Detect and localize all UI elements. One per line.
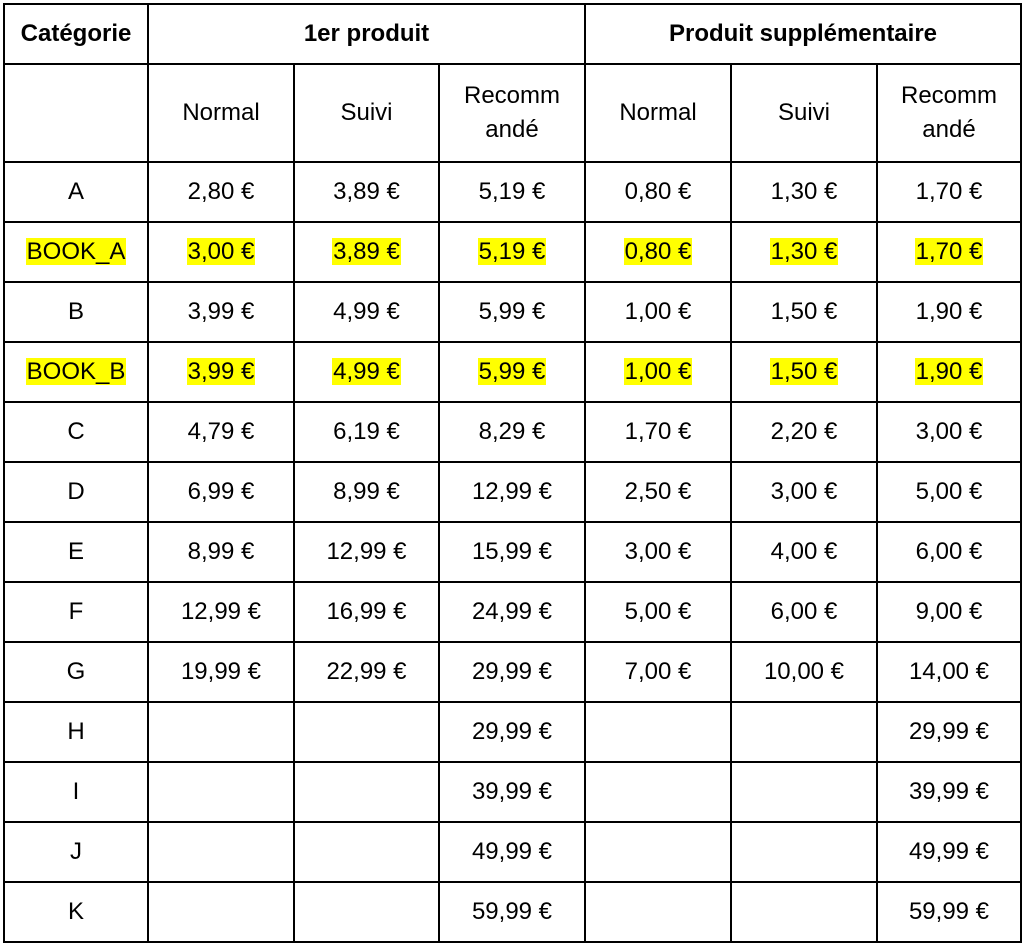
price-value: 1,90 € bbox=[915, 358, 983, 385]
price-value: 2,50 € bbox=[624, 478, 692, 505]
price-value: 5,00 € bbox=[624, 598, 692, 625]
price-cell bbox=[731, 522, 877, 582]
price-cell bbox=[585, 822, 731, 882]
table-row bbox=[4, 462, 1021, 522]
category-cell bbox=[4, 342, 148, 402]
price-value: 8,99 € bbox=[187, 538, 255, 565]
price-cell bbox=[877, 762, 1021, 822]
category-label: J bbox=[70, 838, 82, 865]
price-value: 3,00 € bbox=[624, 538, 692, 565]
category-label: G bbox=[66, 658, 86, 685]
subheader-registered-first: Recomm andé bbox=[439, 64, 585, 162]
category-label: A bbox=[67, 178, 84, 205]
price-value: 19,99 € bbox=[180, 658, 262, 685]
table-row bbox=[4, 402, 1021, 462]
price-value: 8,29 € bbox=[478, 418, 546, 445]
price-value: 2,80 € bbox=[187, 178, 255, 205]
price-value: 1,90 € bbox=[915, 298, 983, 325]
price-cell bbox=[877, 342, 1021, 402]
table-row bbox=[4, 222, 1021, 282]
price-value: 4,00 € bbox=[770, 538, 838, 565]
table-row bbox=[4, 762, 1021, 822]
price-cell bbox=[439, 702, 585, 762]
price-value: 1,30 € bbox=[770, 238, 838, 265]
price-cell bbox=[294, 282, 439, 342]
price-value: 3,00 € bbox=[915, 418, 983, 445]
price-value: 15,99 € bbox=[471, 538, 553, 565]
price-cell bbox=[731, 282, 877, 342]
price-cell bbox=[877, 822, 1021, 882]
price-value: 1,00 € bbox=[624, 298, 692, 325]
price-value: 1,30 € bbox=[770, 178, 838, 205]
price-cell bbox=[148, 462, 294, 522]
price-cell bbox=[585, 522, 731, 582]
price-value: 29,99 € bbox=[471, 658, 553, 685]
price-cell bbox=[731, 342, 877, 402]
price-value: 3,00 € bbox=[770, 478, 838, 505]
price-cell bbox=[294, 882, 439, 942]
price-value: 4,79 € bbox=[187, 418, 255, 445]
price-cell bbox=[585, 402, 731, 462]
price-cell bbox=[877, 162, 1021, 222]
price-value: 6,19 € bbox=[333, 418, 400, 445]
price-cell bbox=[439, 882, 585, 942]
price-cell bbox=[585, 462, 731, 522]
price-cell bbox=[585, 162, 731, 222]
table-row bbox=[4, 342, 1021, 402]
price-cell bbox=[294, 762, 439, 822]
price-value: 14,00 € bbox=[908, 658, 990, 685]
category-label: K bbox=[67, 898, 84, 925]
price-value: 59,99 € bbox=[471, 898, 553, 925]
subheader-normal-first: Normal bbox=[148, 64, 294, 162]
price-cell bbox=[585, 582, 731, 642]
price-value: 3,89 € bbox=[333, 178, 400, 205]
category-cell bbox=[4, 882, 148, 942]
price-value: 3,99 € bbox=[187, 358, 255, 385]
price-cell bbox=[294, 342, 439, 402]
table-row bbox=[4, 582, 1021, 642]
price-value: 2,20 € bbox=[770, 418, 838, 445]
price-cell bbox=[148, 882, 294, 942]
price-value: 1,50 € bbox=[770, 358, 838, 385]
price-value: 6,00 € bbox=[770, 598, 838, 625]
price-value: 3,99 € bbox=[187, 298, 255, 325]
price-cell bbox=[731, 642, 877, 702]
header-category: Catégorie bbox=[4, 4, 148, 64]
price-cell bbox=[439, 822, 585, 882]
price-cell bbox=[148, 282, 294, 342]
price-cell bbox=[439, 462, 585, 522]
price-cell bbox=[294, 162, 439, 222]
price-cell bbox=[294, 702, 439, 762]
price-value: 49,99 € bbox=[908, 838, 990, 865]
price-cell bbox=[731, 582, 877, 642]
price-cell bbox=[585, 222, 731, 282]
price-cell bbox=[877, 522, 1021, 582]
price-value: 1,00 € bbox=[624, 358, 692, 385]
price-cell bbox=[148, 342, 294, 402]
table-row bbox=[4, 882, 1021, 942]
price-cell bbox=[585, 882, 731, 942]
price-cell bbox=[148, 642, 294, 702]
price-value: 10,00 € bbox=[763, 658, 845, 685]
price-value: 4,99 € bbox=[333, 298, 400, 325]
price-value: 22,99 € bbox=[326, 658, 407, 685]
price-cell bbox=[731, 162, 877, 222]
category-cell bbox=[4, 162, 148, 222]
price-value: 9,00 € bbox=[915, 598, 983, 625]
price-cell bbox=[877, 402, 1021, 462]
price-cell bbox=[877, 282, 1021, 342]
table-row bbox=[4, 282, 1021, 342]
price-cell bbox=[148, 582, 294, 642]
header-additional-product: Produit supplémentaire bbox=[585, 4, 1021, 64]
price-cell bbox=[877, 702, 1021, 762]
price-value: 7,00 € bbox=[624, 658, 692, 685]
category-cell bbox=[4, 582, 148, 642]
price-cell bbox=[294, 222, 439, 282]
price-cell bbox=[148, 522, 294, 582]
price-value: 6,00 € bbox=[915, 538, 983, 565]
price-value: 16,99 € bbox=[326, 598, 407, 625]
price-cell bbox=[148, 162, 294, 222]
table-row bbox=[4, 642, 1021, 702]
header-category-empty bbox=[4, 64, 148, 162]
category-label: D bbox=[67, 478, 85, 505]
price-value: 59,99 € bbox=[908, 898, 990, 925]
table-row bbox=[4, 162, 1021, 222]
category-cell bbox=[4, 822, 148, 882]
category-cell bbox=[4, 462, 148, 522]
price-cell bbox=[439, 342, 585, 402]
price-value: 12,99 € bbox=[471, 478, 553, 505]
price-value: 24,99 € bbox=[471, 598, 553, 625]
price-cell bbox=[148, 402, 294, 462]
price-value: 1,50 € bbox=[770, 298, 838, 325]
header-row-groups bbox=[4, 4, 1021, 64]
category-label: H bbox=[67, 718, 85, 745]
table-row bbox=[4, 822, 1021, 882]
price-value: 5,99 € bbox=[478, 358, 546, 385]
price-cell bbox=[294, 402, 439, 462]
subheader-normal-additional: Normal bbox=[585, 64, 731, 162]
price-cell bbox=[585, 342, 731, 402]
price-cell bbox=[877, 882, 1021, 942]
category-cell bbox=[4, 282, 148, 342]
price-cell bbox=[585, 762, 731, 822]
price-cell bbox=[294, 522, 439, 582]
pricing-table bbox=[3, 3, 1022, 943]
price-value: 49,99 € bbox=[471, 838, 553, 865]
category-label: F bbox=[68, 598, 84, 625]
price-cell bbox=[439, 582, 585, 642]
price-cell bbox=[731, 462, 877, 522]
price-value: 0,80 € bbox=[624, 178, 692, 205]
price-value: 1,70 € bbox=[624, 418, 692, 445]
price-cell bbox=[294, 462, 439, 522]
price-cell bbox=[731, 822, 877, 882]
subheader-registered-additional: Recomm andé bbox=[877, 64, 1021, 162]
price-cell bbox=[731, 702, 877, 762]
price-value: 8,99 € bbox=[333, 478, 400, 505]
category-label: BOOK_B bbox=[26, 358, 126, 385]
category-label: I bbox=[72, 778, 80, 805]
header-row-subcolumns bbox=[4, 64, 1021, 162]
category-label: E bbox=[67, 538, 84, 565]
price-value: 12,99 € bbox=[326, 538, 407, 565]
category-cell bbox=[4, 222, 148, 282]
price-cell bbox=[294, 822, 439, 882]
price-cell bbox=[877, 462, 1021, 522]
price-value: 39,99 € bbox=[908, 778, 990, 805]
price-value: 29,99 € bbox=[908, 718, 990, 745]
price-value: 5,99 € bbox=[478, 298, 546, 325]
category-label: B bbox=[67, 298, 84, 325]
category-cell bbox=[4, 702, 148, 762]
price-value: 1,70 € bbox=[915, 178, 983, 205]
price-value: 0,80 € bbox=[624, 238, 692, 265]
price-cell bbox=[148, 702, 294, 762]
category-label: C bbox=[67, 418, 85, 445]
price-cell bbox=[731, 222, 877, 282]
category-cell bbox=[4, 402, 148, 462]
subheader-tracked-additional: Suivi bbox=[731, 64, 877, 162]
price-cell bbox=[877, 222, 1021, 282]
price-cell bbox=[585, 642, 731, 702]
table-row bbox=[4, 522, 1021, 582]
price-value: 12,99 € bbox=[180, 598, 262, 625]
price-cell bbox=[439, 162, 585, 222]
price-cell bbox=[439, 222, 585, 282]
subheader-tracked-first: Suivi bbox=[294, 64, 439, 162]
price-cell bbox=[585, 282, 731, 342]
price-cell bbox=[294, 642, 439, 702]
price-cell bbox=[439, 522, 585, 582]
price-value: 39,99 € bbox=[471, 778, 553, 805]
price-value: 3,00 € bbox=[187, 238, 255, 265]
price-cell bbox=[148, 822, 294, 882]
table-row bbox=[4, 702, 1021, 762]
price-cell bbox=[148, 222, 294, 282]
price-cell bbox=[877, 582, 1021, 642]
price-value: 29,99 € bbox=[471, 718, 553, 745]
price-value: 6,99 € bbox=[187, 478, 255, 505]
category-cell bbox=[4, 762, 148, 822]
category-cell bbox=[4, 522, 148, 582]
price-value: 5,19 € bbox=[478, 178, 546, 205]
price-value: 4,99 € bbox=[333, 358, 400, 385]
header-first-product: 1er produit bbox=[148, 4, 585, 64]
price-cell bbox=[148, 762, 294, 822]
price-cell bbox=[439, 402, 585, 462]
price-cell bbox=[585, 702, 731, 762]
price-value: 5,00 € bbox=[915, 478, 983, 505]
price-cell bbox=[731, 762, 877, 822]
category-label: BOOK_A bbox=[26, 238, 126, 265]
price-cell bbox=[731, 882, 877, 942]
price-cell bbox=[439, 762, 585, 822]
table-body bbox=[4, 162, 1021, 942]
price-cell bbox=[439, 642, 585, 702]
price-value: 1,70 € bbox=[915, 238, 983, 265]
price-value: 3,89 € bbox=[333, 238, 400, 265]
price-cell bbox=[294, 582, 439, 642]
price-cell bbox=[731, 402, 877, 462]
price-value: 5,19 € bbox=[478, 238, 546, 265]
price-cell bbox=[877, 642, 1021, 702]
price-cell bbox=[439, 282, 585, 342]
category-cell bbox=[4, 642, 148, 702]
